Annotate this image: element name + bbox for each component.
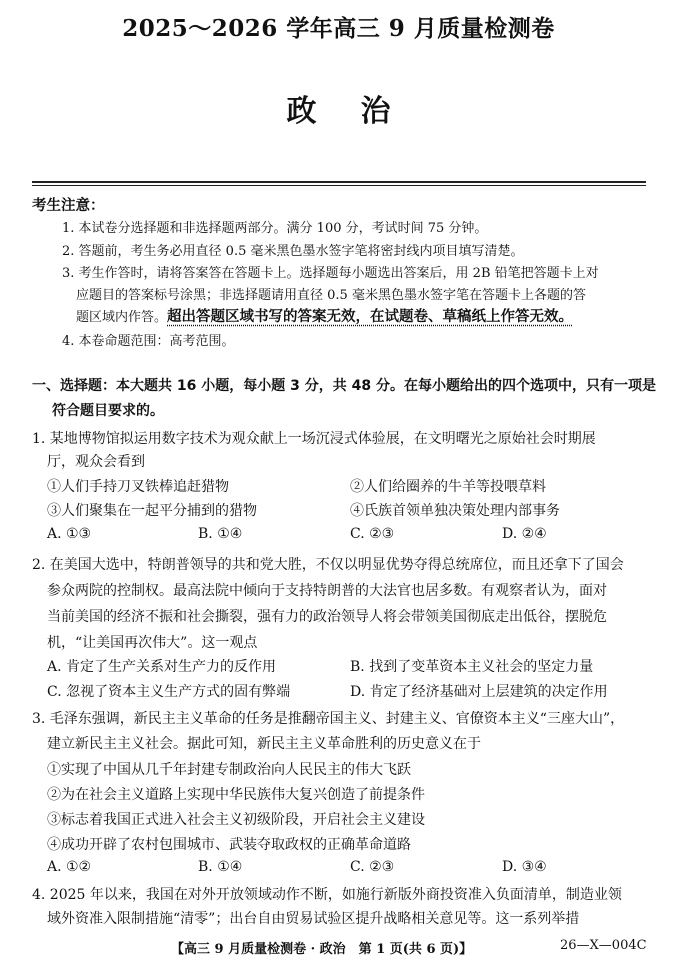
notice-heading: 考生注意： [32, 198, 105, 214]
header-rule-thick [32, 181, 646, 183]
q1-stem-2: 厅，观众会看到 [47, 454, 145, 470]
q2-stem-3: 当前美国的经济不振和社会撕裂，强有力的政治领导人将会带领美国彻底走出低谷，摆脱危 [47, 609, 607, 625]
q3-stem-1: 3. 毛泽东强调，新民主主义革命的任务是推翻帝国主义、封建主义、官僚资本主义“三座大山”， [32, 711, 625, 727]
q3-statement-4: ④成功开辟了农村包围城市、武装夺取政权的正确革命道路 [47, 837, 411, 853]
notice-item-3-tail: 题区域内作答。 [76, 310, 168, 325]
q2-option-d: D. 肯定了经济基础对上层建筑的决定作用 [350, 684, 608, 700]
q3-option-a: A. ①② [47, 859, 92, 875]
q1-option-b: B. ①④ [198, 526, 243, 542]
q2-option-a: A. 肯定了生产关系对生产力的反作用 [47, 659, 277, 675]
q3-option-b: B. ①④ [198, 859, 243, 875]
q1-option-a: A. ①③ [47, 526, 92, 542]
notice-item-2: 2. 答题前，考生务必用直径 0.5 毫米黑色墨水签字笔将密封线内项目填写清楚。 [62, 244, 524, 259]
notice-item-4: 4. 本卷命题范围：高考范围。 [62, 334, 235, 349]
notice-item-3-end [76, 305, 573, 326]
q1-statement-2: ②人们给圈养的牛羊等投喂草料 [350, 479, 546, 495]
page-footer: 【高三 9 月质量检测卷 · 政治 第 1 页(共 6 页)】 [171, 942, 473, 957]
q3-statement-3: ③标志着我国正式进入社会主义初级阶段，开启社会主义建设 [47, 812, 425, 828]
q1-option-c: C. ②③ [350, 526, 395, 542]
q2-stem-2: 参众两院的控制权。最高法院中倾向于支持特朗普的大法官也居多数。有观察者认为，面对 [47, 583, 607, 599]
q2-option-c: C. 忽视了资本主义生产方式的固有弊端 [47, 684, 291, 700]
q2-option-b: B. 找到了变革资本主义社会的坚定力量 [350, 659, 594, 675]
q1-stem-1: 1. 某地博物馆拟运用数字技术为观众献上一场沉浸式体验展，在文明曙光之原始社会时期展 [32, 431, 596, 447]
notice-item-3: 3. 考生作答时，请将答案答在答题卡上。选择题每小题选出答案后，用 2B 铅笔把答题卡上对 [62, 266, 599, 281]
paper-code: 26—X—004C [560, 938, 647, 953]
q2-stem-4: 机，“让美国再次伟大”。这一观点 [47, 635, 258, 651]
q4-stem-2: 域外资准入限制措施“清零”；出台自由贸易试验区提升战略相关意见等。这一系列举措 [47, 911, 580, 927]
section-heading-cont: 符合题目要求的。 [52, 403, 164, 419]
q3-statement-1: ①实现了中国从几千年封建专制政治向人民民主的伟大飞跃 [47, 762, 411, 778]
q3-stem-2: 建立新民主主义社会。据此可知，新民主主义革命胜利的历史意义在于 [47, 736, 481, 752]
q2-stem-1: 2. 在美国大选中，特朗普领导的共和党大胜，不仅以明显优势夺得总统席位，而且还拿下了国会 [32, 557, 624, 573]
subject-title: 政治 [286, 94, 435, 129]
q3-statement-2: ②为在社会主义道路上实现中华民族伟大复兴创造了前提条件 [47, 787, 425, 803]
exam-title: 2025～2026 学年高三 9 月质量检测卷 [122, 15, 555, 42]
notice-item-3-cont: 应题目的答案标号涂黑；非选择题请用直径 0.5 毫米黑色墨水签字笔在答题卡上各题的答 [76, 288, 586, 303]
q1-statement-1: ①人们手持刀叉铁棒追赶猎物 [47, 479, 229, 495]
notice-emphasis: 超出答题区域书写的答案无效，在试题卷、草稿纸上作答无效。 [167, 309, 574, 325]
header-rule-thin [32, 185, 646, 186]
notice-item-1: 1. 本试卷分选择题和非选择题两部分。满分 100 分，考试时间 75 分钟。 [62, 221, 488, 236]
section-heading: 一、选择题：本大题共 16 小题，每小题 3 分，共 48 分。在每小题给出的四个选项中，只有一项是 [32, 378, 656, 394]
q1-option-d: D. ②④ [502, 526, 547, 542]
q1-statement-3: ③人们聚集在一起平分捕到的猎物 [47, 503, 257, 519]
q1-statement-4: ④氏族首领单独决策处理内部事务 [350, 503, 560, 519]
q4-stem-1: 4. 2025 年以来，我国在对外开放领域动作不断，如施行新版外商投资准入负面清单，制造业领 [32, 887, 622, 903]
q3-option-c: C. ②③ [350, 859, 395, 875]
q3-option-d: D. ③④ [502, 859, 547, 875]
